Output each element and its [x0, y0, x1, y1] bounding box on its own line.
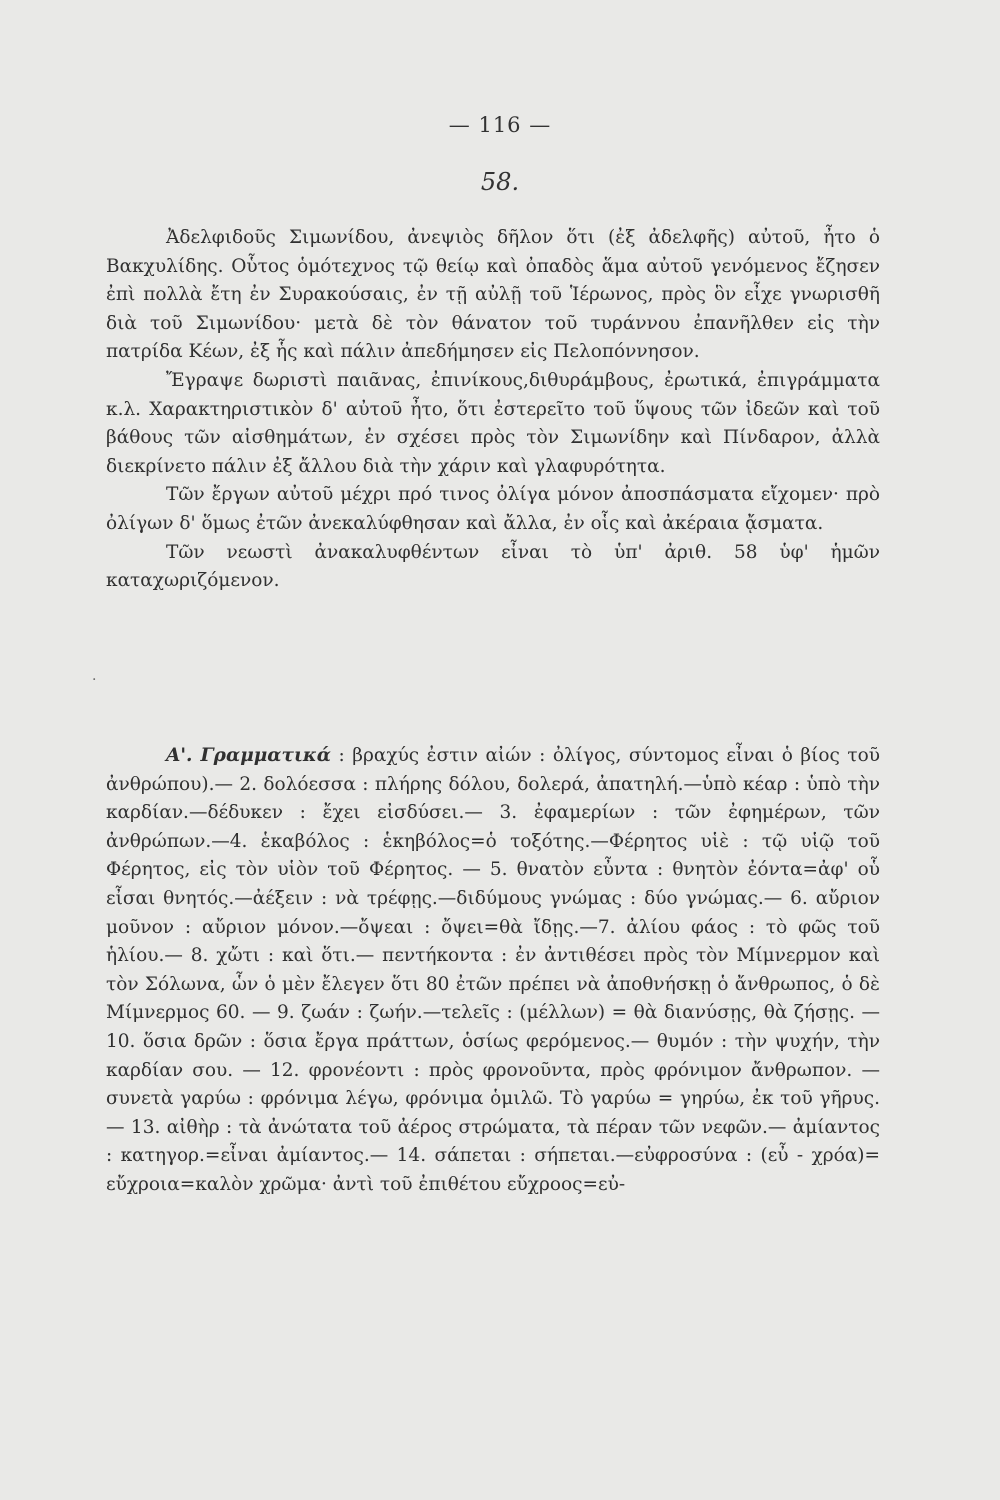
section-number: 58.: [480, 168, 520, 196]
page-number: — 116 —: [448, 113, 552, 137]
grammatical-notes: [106, 742, 880, 1200]
notes-paragraph: [106, 742, 880, 1200]
paragraph: Τῶν ἔργων αὐτοῦ μέχρι πρό τινος ὀλίγα μόνον ἀποσπάσματα εἴχομεν· πρὸ ὀλίγων δ' ὅμως ἐτῶν ἀνεκαλύφθησαν καὶ ἄλλα, ἐν οἷς καὶ ἀκέραια ᾄσματα.: [106, 484, 880, 534]
main-text: [106, 224, 880, 596]
notes-heading: Α'. Γραμματικά: [166, 745, 332, 766]
paragraph: Ἔγραψε δωριστὶ παιᾶνας, ἐπινίκους,διθυράμβους, ἐρωτικά, ἐπιγράμματα κ.λ. Χαρακτηριστικὸν δ' αὐτοῦ ἦτο, ὅτι ἐστερεῖτο τοῦ ὕψους τῶν ἰδεῶν καὶ τοῦ βάθους τῶν αἰσθημάτων, ἐν σχέσει πρὸς τὸν Σιμωνίδην καὶ Πίνδαρον, ἀλλὰ διεκρίνετο πάλιν ἐξ ἄλλου διὰ τὴν χάριν καὶ γλαφυρότητα.: [106, 369, 880, 477]
notes-text: : βραχύς ἐστιν αἰών : ὀλίγος, σύντομος εἶναι ὁ βίος τοῦ ἀνθρώπου).— 2. δολόεσσα : πλήρης δόλου, δολερά, ἀπατηλή.—ὑπὸ κέαρ : ὑπὸ τὴν καρδίαν.—δέδυκεν : ἔχει εἰσδύσει.— 3. ἐφαμερίων : τῶν ἐφημέρων, τῶν ἀνθρώπων.—4. ἑκαβόλος : ἑκηβόλος=ὁ τοξότης.—Φέρητος υἱὲ : τῷ υἱῷ τοῦ Φέρητος, εἰς τὸν υἱὸν τοῦ Φέρητος. — 5. θνατὸν εὖντα : θνητὸν ἐόντα=ἀφ' οὗ εἶσαι θνητός.—ἀέξειν : νὰ τρέφῃς.—διδύμους γνώμας : δύο γνώμας.— 6. αὔριον μοῦνον : αὔριον μόνον.—ὄψεαι : ὄψει=θὰ ἴδῃς.—7. ἀλίου φάος : τὸ φῶς τοῦ ἡλίου.— 8. χὤτι : καὶ ὅτι.— πεντήκοντα : ἐν ἀντιθέσει πρὸς τὸν Μίμνερμον καὶ τὸν Σόλωνα, ὧν ὁ μὲν ἔλεγεν ὅτι 80 ἐτῶν πρέπει νὰ ἀποθνήσκῃ ὁ ἄνθρωπος, ὁ δὲ Μίμνερμος 60. — 9. ζωάν : ζωήν.—τελεῖς : (μέλλων) = θὰ διανύσῃς, θὰ ζήσῃς. — 10. ὅσια δρῶν : ὅσια ἔργα πράττων, ὁσίως φερόμενος.— θυμόν : τὴν ψυχήν, τὴν καρδίαν σου. — 12. φρονέοντι : πρὸς φρονοῦντα, πρὸς φρόνιμον ἄνθρωπον. — συνετὰ γαρύω : φρόνιμα λέγω, φρόνιμα ὁμιλῶ. Τὸ γαρύω = γηρύω, ἐκ τοῦ γῆρυς. — 13. αἰθὴρ : τὰ ἀνώτατα τοῦ ἀέρος στρώματα, τὰ πέραν τῶν νεφῶν.— ἀμίαντος : κατηγορ.=εἶναι ἀμίαντος.— 14. σάπεται : σήπεται.—εὐφροσύνα : (εὖ - χρόα)= εὔχροια=καλὸν χρῶμα· ἀντὶ τοῦ ἐπιθέτου εὔχροος=εὐ-: [106, 745, 880, 1195]
paragraph: Ἀδελφιδοῦς Σιμωνίδου, ἀνεψιὸς δῆλον ὅτι (ἐξ ἀδελφῆς) αὐτοῦ, ἦτο ὁ Βακχυλίδης. Οὗτος ὁμότεχνος τῷ θείῳ καὶ ὀπαδὸς ἅμα αὐτοῦ γενόμενος ἔζησεν ἐπὶ πολλὰ ἔτη ἐν Συρακούσαις, ἐν τῇ αὐλῇ τοῦ Ἱέρωνος, πρὸς ὃν εἶχε γνωρισθῆ διὰ τοῦ Σιμωνίδου· μετὰ δὲ τὸν θάνατον τοῦ τυράννου ἐπανῆλθεν εἰς τὴν πατρίδα Κέων, ἐξ ἧς καὶ πάλιν ἀπεδήμησεν εἰς Πελοπόννησον.: [106, 227, 880, 363]
paragraph: Τῶν νεωστὶ ἀνακαλυφθέντων εἶναι τὸ ὑπ' ἀριθ. 58 ὑφ' ἡμῶν καταχωριζόμενον.: [106, 541, 880, 592]
margin-mark: ·: [92, 672, 97, 688]
